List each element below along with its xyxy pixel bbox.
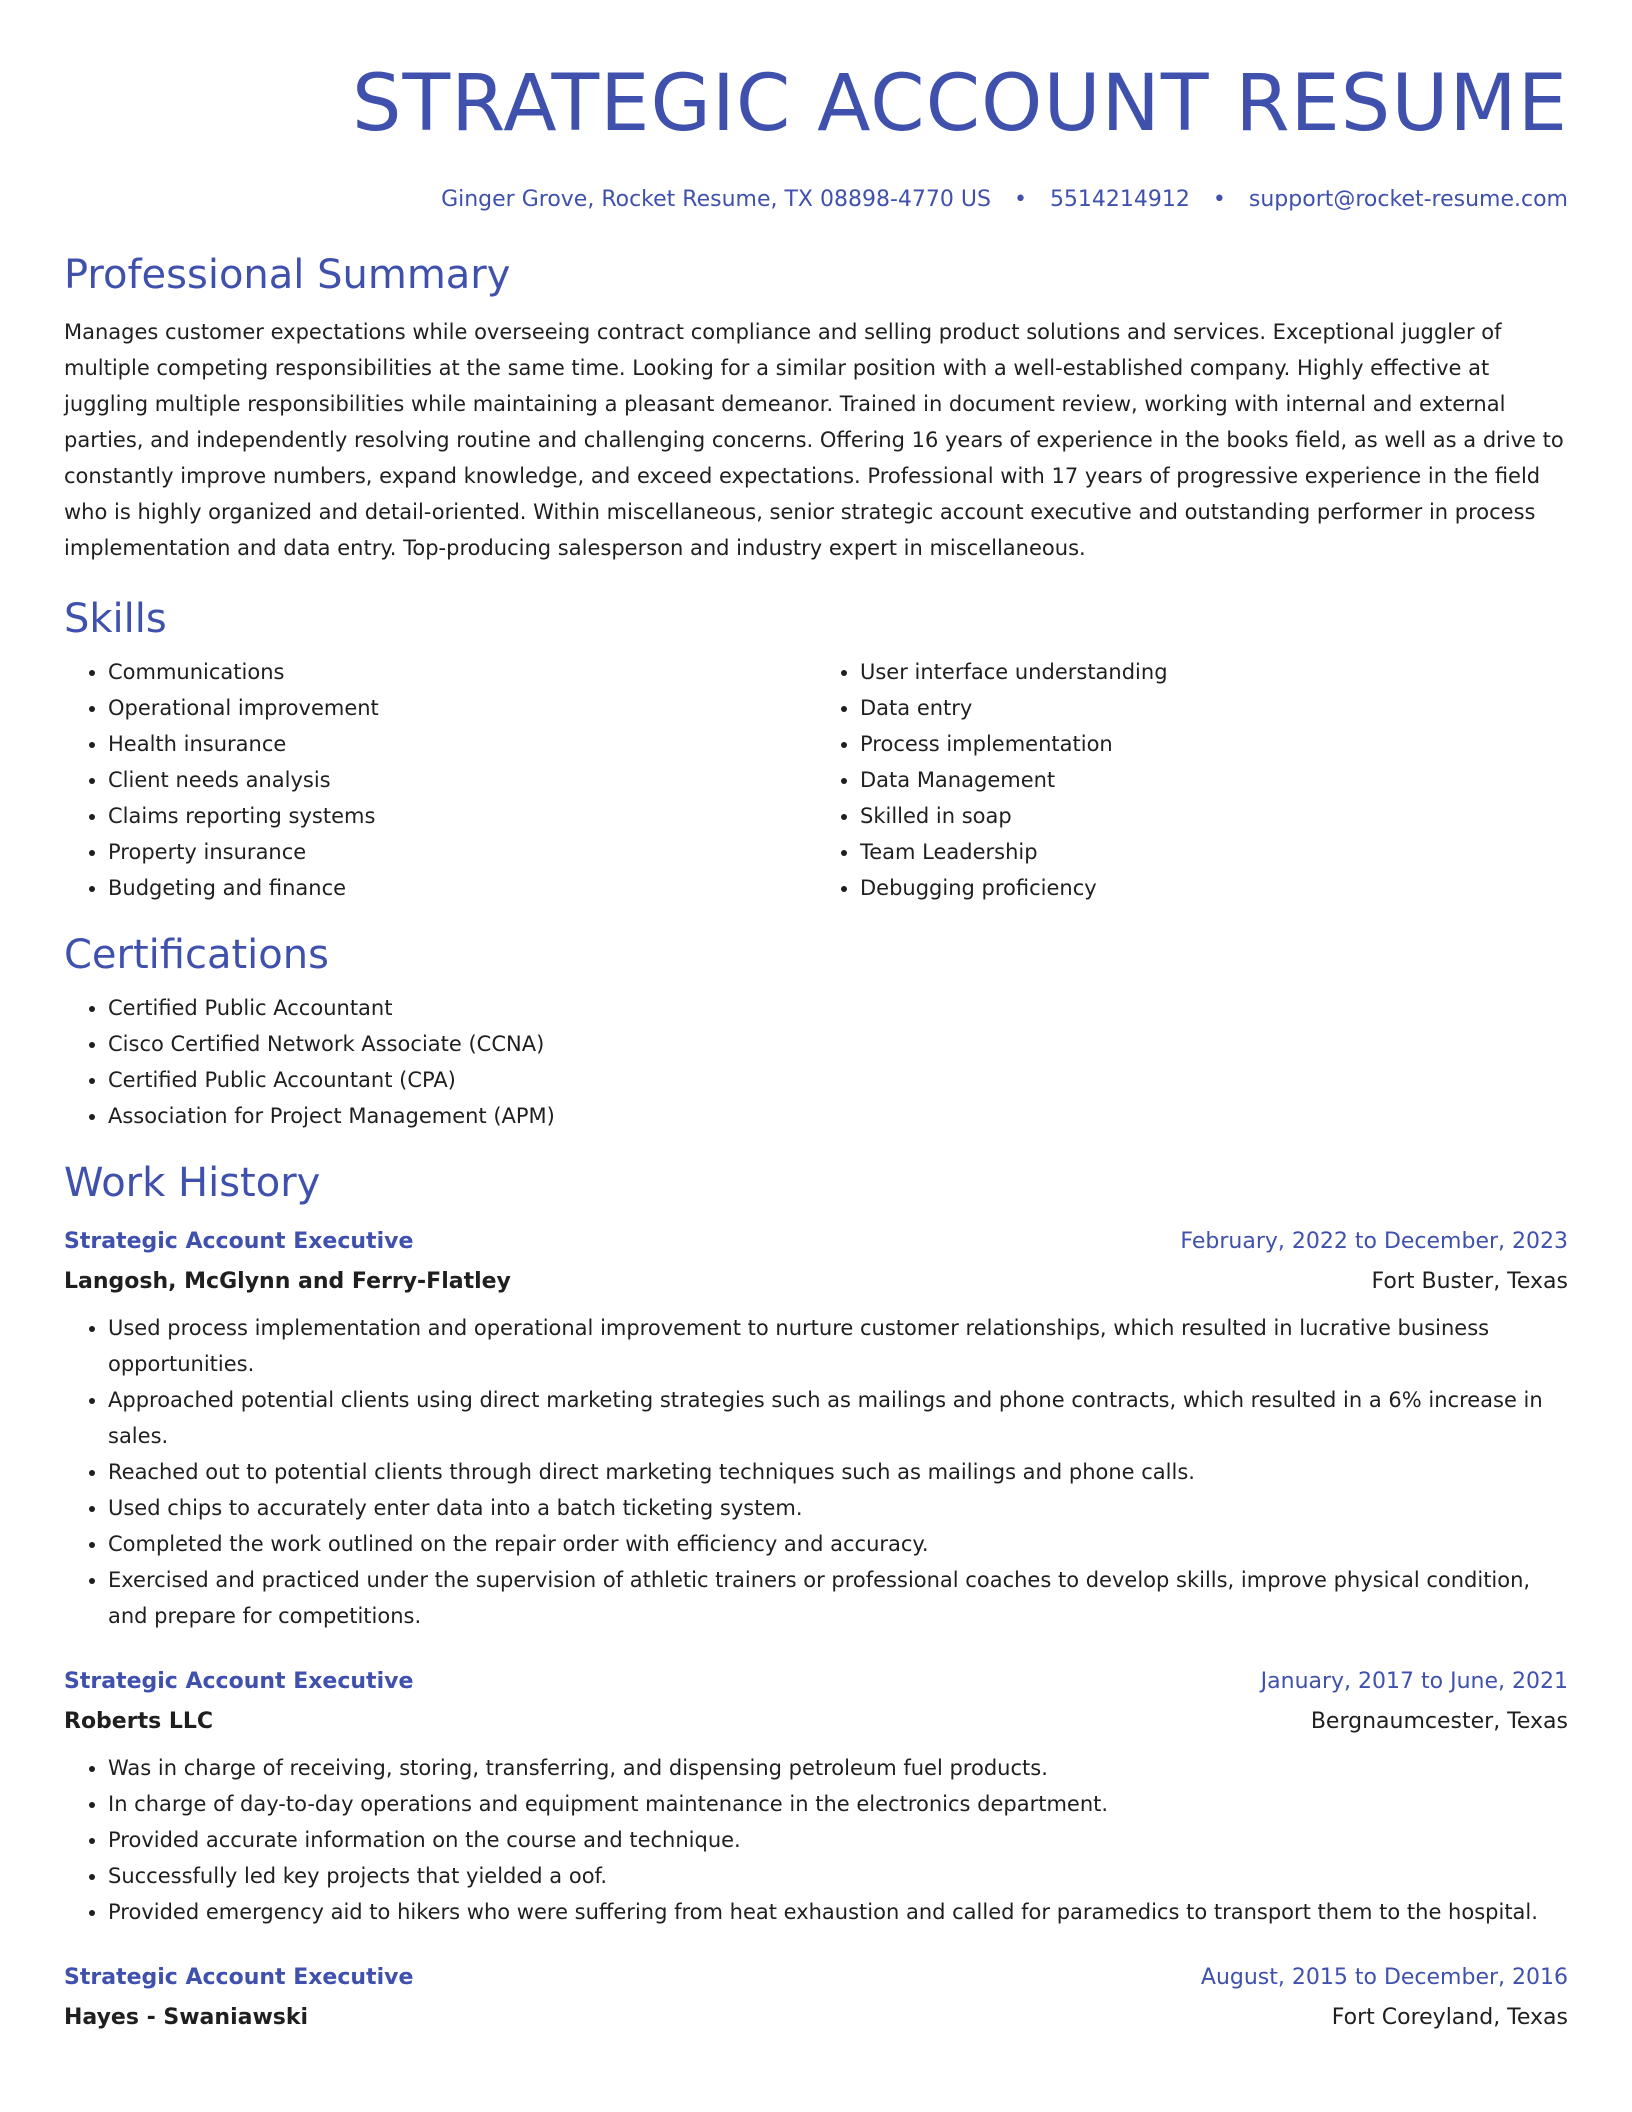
job-entry — [64, 1958, 1568, 2038]
summary-heading: Professional Summary — [64, 252, 511, 298]
skill-item: • Property insurance — [108, 834, 816, 870]
skill-item: • User interface understanding — [860, 654, 1568, 690]
skill-item: • Debugging proficiency — [860, 870, 1568, 906]
job-bullet: • Used chips to accurately enter data into a batch ticketing system. — [108, 1490, 1568, 1526]
skills-columns — [64, 654, 1568, 906]
skill-item: • Communications — [108, 654, 816, 690]
skill-item: • Budgeting and finance — [108, 870, 816, 906]
job-entry — [64, 1662, 1568, 1930]
job-company-row — [64, 1262, 1568, 1302]
job-bullet: • Completed the work outlined on the repair order with efficiency and accuracy. — [108, 1526, 1568, 1562]
job-bullet: • Provided accurate information on the course and technique. — [108, 1822, 1568, 1858]
skill-item: • Data entry — [860, 690, 1568, 726]
skill-item: • Claims reporting systems — [108, 798, 816, 834]
contact-address: Ginger Grove, Rocket Resume, TX 08898-4770 US — [441, 187, 991, 212]
skills-left-list — [64, 654, 816, 906]
job-bullets — [64, 1750, 1568, 1930]
job-bullet: • Was in charge of receiving, storing, transferring, and dispensing petroleum fuel products. — [108, 1750, 1568, 1786]
certification-item: • Cisco Certified Network Associate (CCNA) — [108, 1026, 1568, 1062]
job-title: Strategic Account Executive — [64, 1669, 414, 1694]
skill-item: • Process implementation — [860, 726, 1568, 762]
job-title-row — [64, 1662, 1568, 1702]
job-company: Roberts LLC — [64, 1709, 214, 1734]
job-dates: August, 2015 to December, 2016 — [1200, 1965, 1568, 1990]
skills-heading: Skills — [64, 596, 167, 642]
job-title-row — [64, 1958, 1568, 1998]
job-bullets — [64, 1310, 1568, 1634]
work-history-heading: Work History — [64, 1160, 321, 1206]
skill-item: • Health insurance — [108, 726, 816, 762]
resume-title: STRATEGIC ACCOUNT RESUME — [352, 59, 1568, 149]
job-title: Strategic Account Executive — [64, 1229, 414, 1254]
job-company-row — [64, 1702, 1568, 1742]
job-location: Bergnaumcester, Texas — [1310, 1709, 1568, 1734]
skill-item: • Data Management — [860, 762, 1568, 798]
job-bullet: • Used process implementation and operational improvement to nurture customer relationships, which resulted in lucrative business opportunities. — [108, 1310, 1568, 1382]
resume-header — [64, 0, 1568, 214]
job-company-row — [64, 1998, 1568, 2038]
job-bullet: • Successfully led key projects that yielded a oof. — [108, 1858, 1568, 1894]
job-company: Hayes - Swaniawski — [64, 2005, 309, 2030]
contact-separator: • — [1212, 187, 1226, 212]
certifications-heading: Certifications — [64, 932, 329, 978]
contact-line — [64, 186, 1568, 214]
job-bullet: • In charge of day-to-day operations and equipment maintenance in the electronics department. — [108, 1786, 1568, 1822]
certification-item: • Association for Project Management (APM) — [108, 1098, 1568, 1134]
certifications-list — [64, 990, 1568, 1134]
job-company: Langosh, McGlynn and Ferry-Flatley — [64, 1269, 511, 1294]
job-bullet: • Approached potential clients using direct marketing strategies such as mailings and phone contracts, which resulted in a 6% increase in sales. — [108, 1382, 1568, 1454]
skill-item: • Team Leadership — [860, 834, 1568, 870]
skills-right-list — [816, 654, 1568, 906]
job-location: Fort Coreyland, Texas — [1331, 2005, 1568, 2030]
job-bullet: • Exercised and practiced under the supervision of athletic trainers or professional coaches to develop skills, improve physical condition, and prepare for competitions. — [108, 1562, 1568, 1634]
certification-item: • Certified Public Accountant (CPA) — [108, 1062, 1568, 1098]
job-dates: February, 2022 to December, 2023 — [1180, 1229, 1568, 1254]
job-title-row — [64, 1222, 1568, 1262]
skill-item: • Operational improvement — [108, 690, 816, 726]
job-location: Fort Buster, Texas — [1371, 1269, 1568, 1294]
skill-item: • Client needs analysis — [108, 762, 816, 798]
job-entry — [64, 1222, 1568, 1634]
job-bullet: • Reached out to potential clients through direct marketing techniques such as mailings and phone calls. — [108, 1454, 1568, 1490]
summary-text: Manages customer expectations while overseeing contract compliance and selling product solutions and services. Exceptional juggler of multiple competing responsibilities at the same time. Looking for a similar position with a well-established company. Highly effective at juggling multiple responsibilities while maintaining a pleasant demeanor. Trained in document review, working with internal and external parties, and independently resolving routine and challenging concerns. Offering 16 years of experience in the books field, as well as a drive to constantly improve numbers, expand knowledge, and exceed expectations. Professional with 17 years of progressive experience in the field who is highly organized and detail-oriented. Within miscellaneous, senior strategic account executive and outstanding performer in process implementation and data entry. Top-producing salesperson and industry expert in miscellaneous. — [64, 320, 1564, 560]
certification-item: • Certified Public Accountant — [108, 990, 1568, 1026]
contact-email: support@rocket-resume.com — [1248, 187, 1568, 212]
job-title: Strategic Account Executive — [64, 1965, 414, 1990]
job-bullet: • Provided emergency aid to hikers who were suffering from heat exhaustion and called for paramedics to transport them to the hospital. — [108, 1894, 1568, 1930]
contact-phone: 5514214912 — [1049, 187, 1190, 212]
contact-separator: • — [1013, 187, 1027, 212]
job-dates: January, 2017 to June, 2021 — [1260, 1669, 1568, 1694]
skill-item: • Skilled in soap — [860, 798, 1568, 834]
